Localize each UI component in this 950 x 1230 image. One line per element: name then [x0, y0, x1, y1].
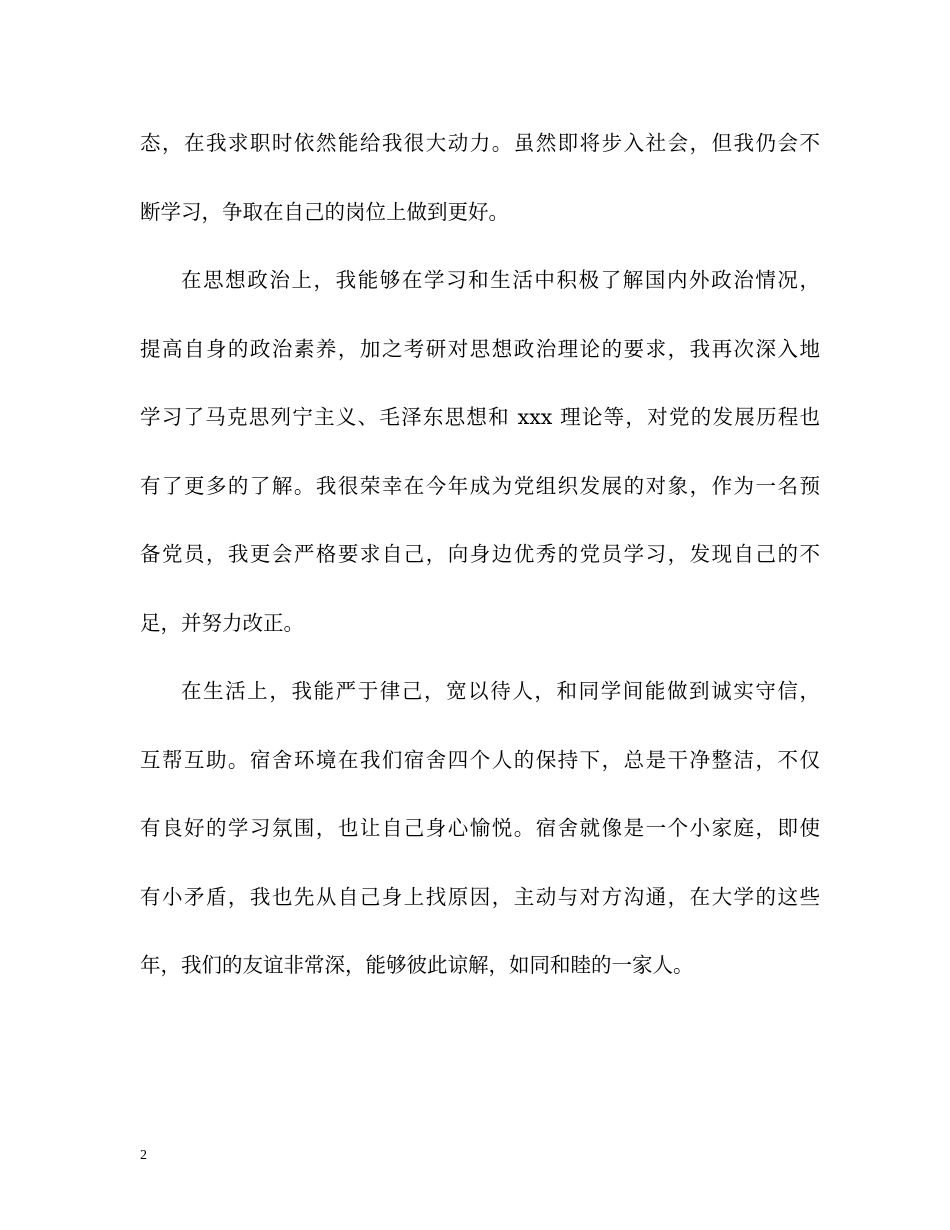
text-line: 备党员，我更会严格要求自己，向身边优秀的党员学习，发现自己的不 — [140, 542, 820, 566]
text-line: 有小矛盾，我也先从自己身上找原因，主动与对方沟通，在大学的这些 — [140, 884, 820, 909]
text-line: 互帮互助。宿舍环境在我们宿舍四个人的保持下，总是干净整洁，不仅 — [140, 747, 820, 772]
paragraph-start-line: 在思想政治上，我能够在学习和生活中积极了解国内外政治情况， — [181, 268, 820, 292]
text-line: 提高自身的政治素养，加之考研对思想政治理论的要求，我再次深入地 — [140, 336, 820, 361]
text-line: 态，在我求职时依然能给我很大动力。虽然即将步入社会，但我仍会不 — [140, 131, 820, 155]
text-line: 学习了马克思列宁主义、毛泽东思想和 xxx 理论等，对党的发展历程也 — [140, 405, 820, 429]
text-line: 足，并努力改正。 — [140, 610, 304, 635]
paragraph-start-line: 在生活上，我能严于律己，宽以待人，和同学间能做到诚实守信， — [181, 679, 820, 703]
page-number: 2 — [140, 1148, 147, 1163]
body-text — [140, 114, 820, 1005]
text-line: 有良好的学习氛围，也让自己身心愉悦。宿舍就像是一个小家庭，即使 — [140, 816, 820, 840]
text-line: 断学习，争取在自己的岗位上做到更好。 — [140, 199, 509, 224]
text-line: 有了更多的了解。我很荣幸在今年成为党组织发展的对象，作为一名预 — [140, 473, 820, 498]
text-line: 年，我们的友谊非常深，能够彼此谅解，如同和睦的一家人。 — [140, 953, 694, 977]
